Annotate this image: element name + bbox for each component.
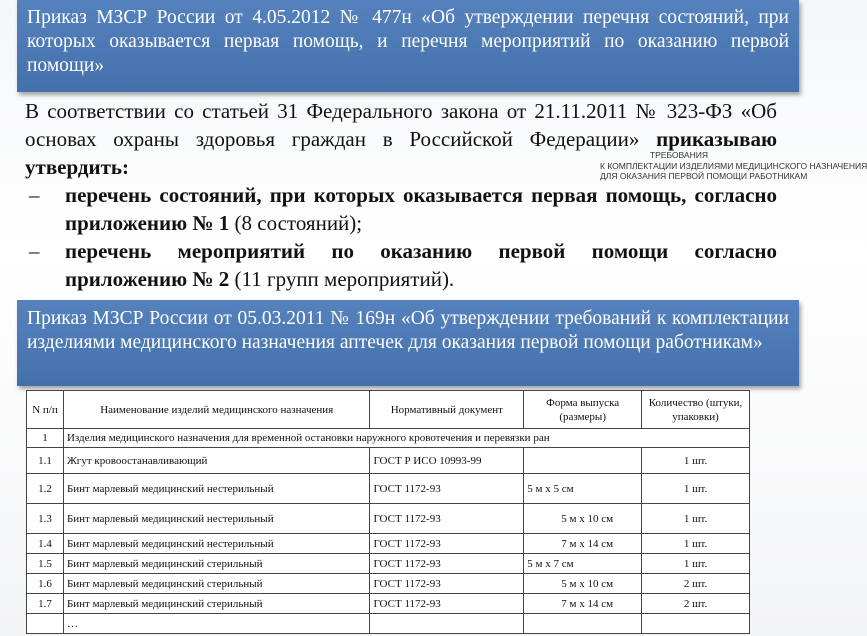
intro-text: В соответствии со статьей 31 Федерального закона от 21.11.2011 № 323-ФЗ «Об основах охраны здоровья граждан в Российской Федерации» bbox=[25, 99, 777, 151]
row-form: 5 м x 5 см bbox=[524, 474, 642, 504]
row-form: 5 м x 10 см bbox=[524, 574, 642, 594]
row-form: 5 м x 10 см bbox=[524, 504, 642, 534]
row-form: 7 м x 14 см bbox=[524, 594, 642, 614]
row-form: 5 м x 7 см bbox=[524, 554, 642, 574]
row-qty: 2 шт. bbox=[642, 574, 750, 594]
table-row-ellipsis bbox=[27, 614, 750, 634]
row-num: 1.5 bbox=[27, 554, 64, 574]
row-name: Бинт марлевый медицинский стерильный bbox=[63, 574, 370, 594]
header-doc: Нормативный документ bbox=[370, 391, 524, 429]
header-qty: Количество (штуки, упаковки) bbox=[642, 391, 750, 429]
row-doc: ГОСТ Р ИСО 10993-99 bbox=[370, 448, 524, 474]
list-item-measures bbox=[25, 237, 777, 293]
row-form: 7 м x 14 см bbox=[524, 534, 642, 554]
row-name: Бинт марлевый медицинский нестерильный bbox=[63, 534, 370, 554]
order-phrase: приказываю утвердить: bbox=[25, 127, 778, 179]
table-row bbox=[27, 474, 750, 504]
order-169-banner bbox=[17, 300, 799, 386]
row-qty: 1 шт. bbox=[642, 448, 750, 474]
row-doc: ГОСТ 1172-93 bbox=[370, 594, 524, 614]
order-477-banner bbox=[17, 0, 799, 92]
item1-note: (8 состояний); bbox=[229, 211, 363, 235]
row-name: Бинт марлевый медицинский стерильный bbox=[63, 594, 370, 614]
order-body bbox=[25, 97, 777, 293]
group-title: Изделия медицинского назначения для временной остановки наружного кровотечения и перевязки ран bbox=[63, 429, 749, 448]
row-name: Бинт марлевый медицинский нестерильный bbox=[63, 474, 370, 504]
overlay-line-1: ТРЕБОВАНИЯ bbox=[649, 150, 708, 160]
item1-text: перечень состояний, при которых оказывается первая помощь, согласно приложению № 1 bbox=[65, 183, 777, 235]
table-group-row bbox=[27, 429, 750, 448]
row-qty: 1 шт. bbox=[642, 504, 750, 534]
list-item-conditions bbox=[25, 181, 777, 237]
header-name: Наименование изделий медицинского назначения bbox=[63, 391, 370, 429]
table-row bbox=[27, 504, 750, 534]
row-num: 1.1 bbox=[27, 448, 64, 474]
row-name: Бинт марлевый медицинский нестерильный bbox=[63, 504, 370, 534]
table-header-row bbox=[27, 391, 750, 429]
row-qty: 1 шт. bbox=[642, 534, 750, 554]
table-row bbox=[27, 594, 750, 614]
dash-bullet: – bbox=[29, 183, 40, 207]
row-qty bbox=[642, 614, 750, 634]
row-doc: ГОСТ 1172-93 bbox=[370, 474, 524, 504]
dash-bullet: – bbox=[29, 239, 40, 263]
row-doc bbox=[370, 614, 524, 634]
row-doc: ГОСТ 1172-93 bbox=[370, 574, 524, 594]
table-row bbox=[27, 534, 750, 554]
row-name: Бинт марлевый медицинский стерильный bbox=[63, 554, 370, 574]
row-form bbox=[524, 614, 642, 634]
requirements-overlay bbox=[600, 150, 867, 182]
row-ellipsis: … bbox=[63, 614, 370, 634]
table-row bbox=[27, 554, 750, 574]
table-row bbox=[27, 574, 750, 594]
row-qty: 1 шт. bbox=[642, 554, 750, 574]
row-num: 1.3 bbox=[27, 504, 64, 534]
item2-note: (11 групп мероприятий). bbox=[229, 267, 455, 291]
row-num: 1.4 bbox=[27, 534, 64, 554]
group-num: 1 bbox=[27, 429, 64, 448]
item2-text: перечень мероприятий по оказанию первой помощи согласно приложению № 2 bbox=[65, 239, 777, 291]
overlay-line-3: ДЛЯ ОКАЗАНИЯ ПЕРВОЙ ПОМОЩИ РАБОТНИКАМ bbox=[600, 171, 808, 181]
first-aid-kit-table bbox=[26, 390, 750, 634]
row-doc: ГОСТ 1172-93 bbox=[370, 534, 524, 554]
order-169-title: Приказ МЗСР России от 05.03.2011 № 169н «Об утверждении требований к комплектации изделиями медицинского назначения аптечек для оказания первой помощи работникам» bbox=[27, 308, 789, 353]
row-form bbox=[524, 448, 642, 474]
row-name: Жгут кровоостанавливающий bbox=[63, 448, 370, 474]
header-form: Форма выпуска (размеры) bbox=[524, 391, 642, 429]
row-num: 1.6 bbox=[27, 574, 64, 594]
row-num: 1.2 bbox=[27, 474, 64, 504]
row-num: 1.7 bbox=[27, 594, 64, 614]
row-qty: 2 шт. bbox=[642, 594, 750, 614]
overlay-line-2: К КОМПЛЕКТАЦИИ ИЗДЕЛИЯМИ МЕДИЦИНСКОГО НАЗНАЧЕНИЯ bbox=[600, 160, 867, 171]
order-477-title: Приказ МЗСР России от 4.05.2012 № 477н «Об утверждении перечня состояний, при которых оказывается первая помощь, и перечня мероприятий по оказанию первой помощи» bbox=[27, 7, 789, 76]
row-num bbox=[27, 614, 64, 634]
row-doc: ГОСТ 1172-93 bbox=[370, 504, 524, 534]
table-row bbox=[27, 448, 750, 474]
row-qty: 1 шт. bbox=[642, 474, 750, 504]
row-doc: ГОСТ 1172-93 bbox=[370, 554, 524, 574]
header-num: N п/п bbox=[27, 391, 64, 429]
